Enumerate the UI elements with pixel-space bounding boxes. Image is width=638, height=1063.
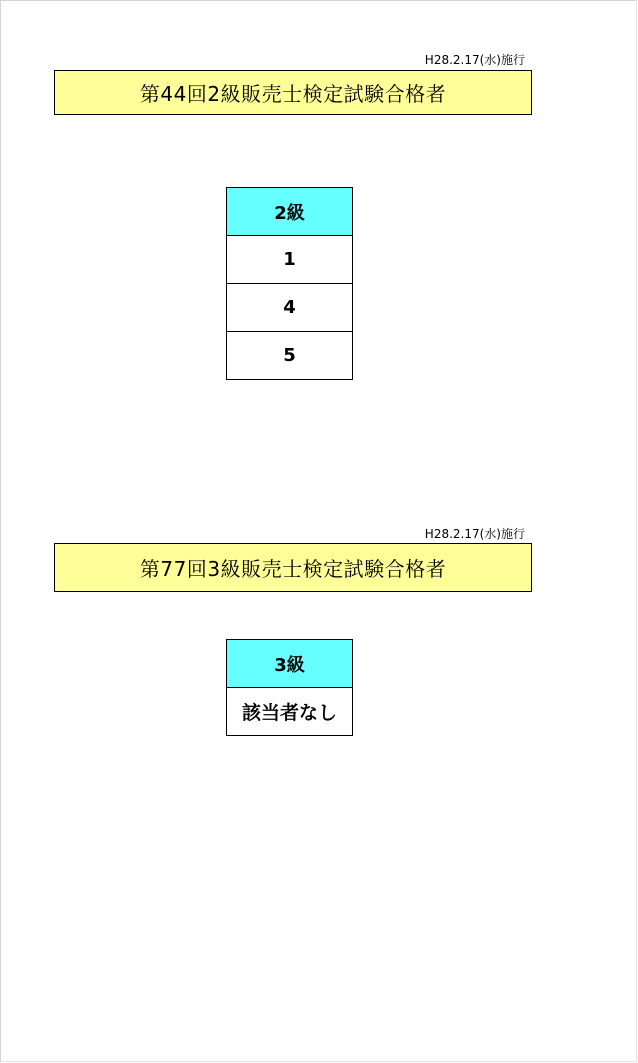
grade-header-cell: 3級 <box>227 640 353 688</box>
section-title-text: 第44回2級販売士検定試験合格者 <box>139 82 447 106</box>
candidate-number-cell: 1 <box>227 236 353 284</box>
section-title-text: 第77回3級販売士検定試験合格者 <box>139 557 447 581</box>
exam-date-label: H28.2.17(水)施行 <box>424 53 525 67</box>
table-row <box>227 332 353 380</box>
passers-table <box>226 639 353 736</box>
exam-date-label: H28.2.17(水)施行 <box>424 527 525 541</box>
table-row <box>227 236 353 284</box>
grade-header-cell: 2級 <box>227 188 353 236</box>
candidate-number-cell: 4 <box>227 284 353 332</box>
table-row <box>227 284 353 332</box>
no-passers-cell: 該当者なし <box>227 688 353 736</box>
passers-table <box>226 187 353 380</box>
section-title <box>54 70 532 115</box>
section-title <box>54 543 532 592</box>
table-row <box>227 688 353 736</box>
table-header-row <box>227 188 353 236</box>
table-header-row <box>227 640 353 688</box>
candidate-number-cell: 5 <box>227 332 353 380</box>
